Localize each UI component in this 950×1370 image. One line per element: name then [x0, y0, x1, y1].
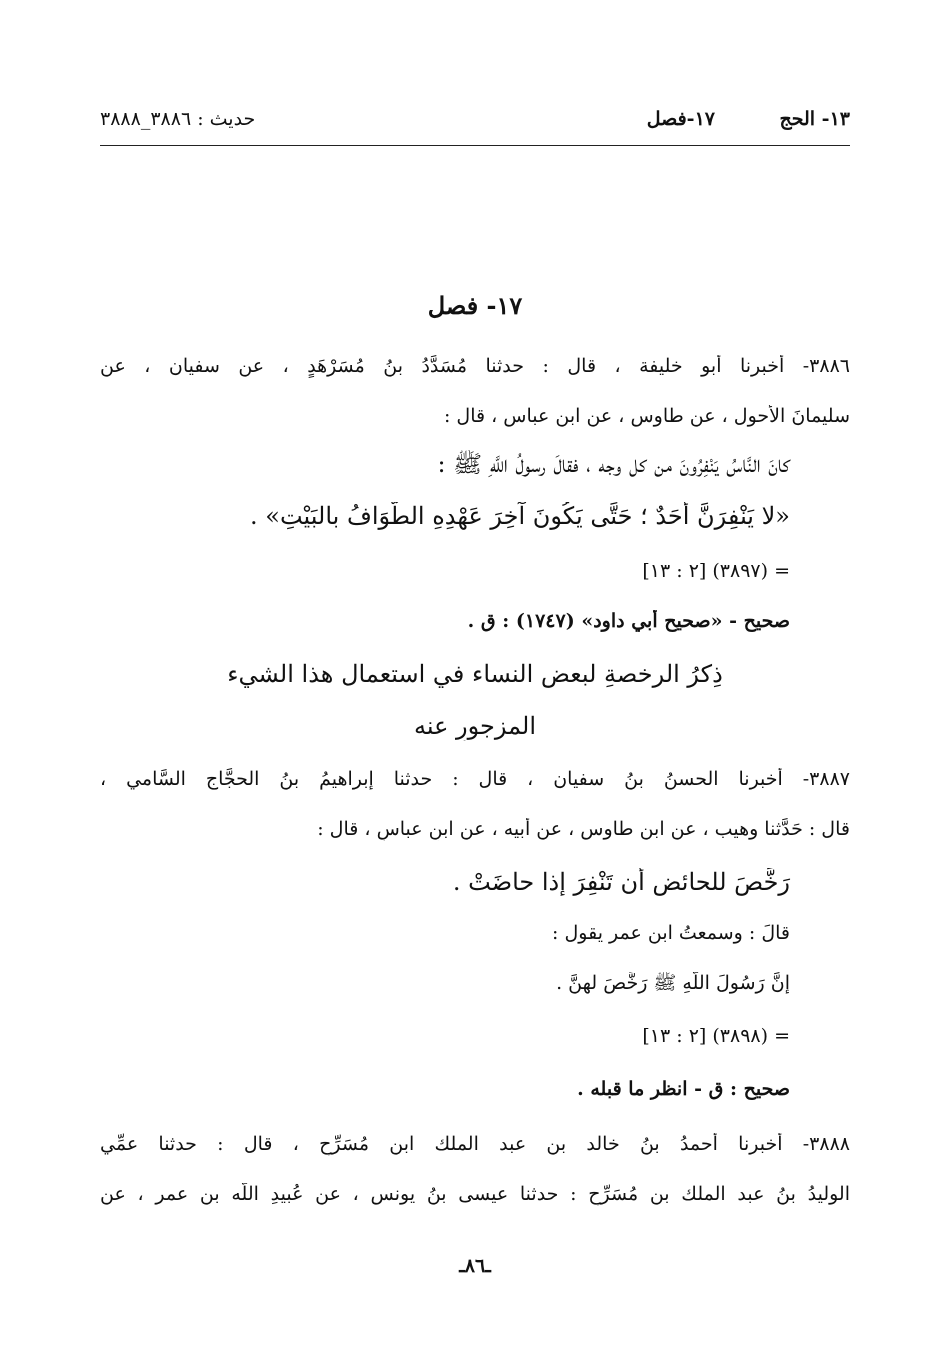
hadith-3887-matn-line-1: رَخَّصَ للحائض أن تَنْفِرَ إذا حاضَتْ .: [452, 868, 790, 896]
running-header: [100, 108, 850, 148]
hadith-3886-isnad-line-2: سليمانَ الأحول ، عن طاوس ، عن ابنِ عباس ، قال :: [443, 405, 850, 427]
hadith-3887-isnad-line-1: ٣٨٨٧- أخبرنا الحسنُ بنُ سفيان ، قال : حدثنا إبراهيمُ بنُ الحجَّاج السَّامي ،: [100, 768, 850, 790]
hadith-3887-isnad-line-2: قال : حَدَّثنا وهيب ، عن ابن طاوس ، عن أبيه ، عن ابنِ عباسٍ ، قال :: [317, 818, 850, 840]
hadith-3886-matn-line-2: «لا يَنْفِرَنَّ أَحَدٌ ؛ حَتَّى يَكُونَ آخِرَ عَهْدِهِ الطَّوَافُ بالبَيْتِ» .: [250, 502, 790, 530]
hadith-3886-reference: = (٣٨٩٧) [٢ : ١٣]: [642, 560, 790, 582]
header-divider: [100, 145, 850, 146]
hadith-3887-matn-line-3: إنَّ رَسُولَ اللَّهِ ﷺ رَخَّصَ لهنَّ .: [556, 972, 790, 994]
hadith-3887-matn-line-2: قالَ : وسمعتُ ابن عمر يقول :: [552, 922, 790, 944]
hadith-3887-grade: صحيح : ق - انظر ما قبله .: [577, 1078, 790, 1100]
page-number: ـ٨٦ـ: [459, 1255, 491, 1277]
hadith-3887-reference: = (٣٨٩٨) [٢ : ١٣]: [642, 1025, 790, 1047]
chapter-heading-line-1: ذِكرُ الرخصةِ لبعض النساء في استعمال هذا الشيء: [227, 660, 723, 688]
header-book-title: ١٣- الحج: [779, 108, 850, 130]
hadith-3886-isnad-line-1: ٣٨٨٦- أخبرنا أبو خليفة ، قال : حدثنا مُسَدَّدُ بنُ مُسَرْهَدٍ ، عن سفيان ، عن: [100, 355, 850, 377]
hadith-3886-grade: صحيح - «صحيح أبي داود» (١٧٤٧) : ق .: [467, 610, 790, 632]
header-chapter-title: ١٧-فصل: [646, 108, 715, 130]
hadith-3888-isnad-line-2: الوليدُ بنُ عبد الملك بن مُسَرِّحٍ : حدثنا عيسى بنُ يونس ، عن عُبيدِ اللَّه بنِ عمر ، عن: [100, 1183, 850, 1205]
header-hadith-range: حديث : ٣٨٨٦_٣٨٨٨: [100, 108, 256, 130]
chapter-heading-line-2: المزجورِ عنه: [414, 712, 536, 740]
hadith-3886-matn-line-1: كانَ النَّاسُ يَنْفِرُونَ من كل وجه ، فقالَ رسولُ اللَّهِ ﷺ :: [437, 450, 790, 478]
hadith-3888-isnad-line-1: ٣٨٨٨- أخبرنا أحمدُ بنُ خالد بنِ عبد الملك ابن مُسَرِّحٍ ، قال : حدثنا عمِّي: [100, 1133, 850, 1155]
section-title: ١٧- فصل: [427, 292, 523, 320]
